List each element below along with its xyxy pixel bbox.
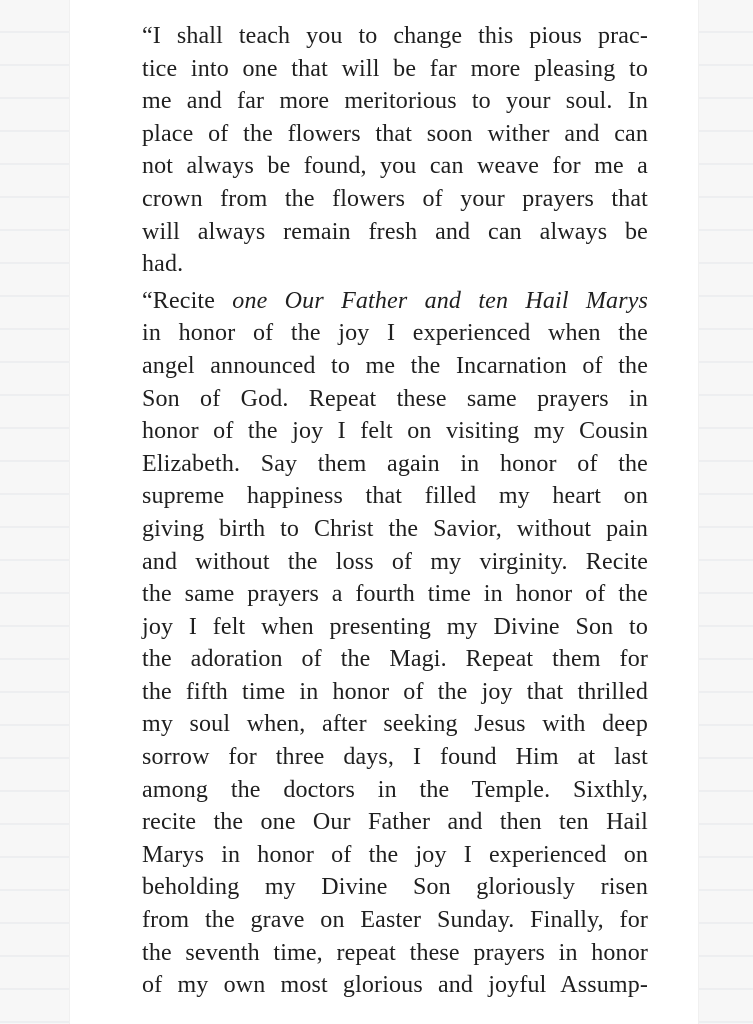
paragraph-2-line-11: joy I felt when presenting my Divine Son to bbox=[142, 613, 648, 640]
paragraph-1 bbox=[116, 20, 648, 281]
paragraph-1-line-5: not always be found, you can weave for me a bbox=[142, 153, 648, 180]
paragraph-2-line-14: my soul when, after seeking Jesus with deep bbox=[142, 711, 648, 738]
document-text bbox=[116, 20, 648, 1002]
paragraph-2-line-17: recite the one Our Father and then ten Hail bbox=[142, 809, 648, 836]
paragraph-1-line-2: tice into one that will be far more pleasing to bbox=[142, 55, 648, 82]
paragraph-2-line-9: and without the loss of my virginity. Recite bbox=[142, 548, 648, 575]
paragraph-2-line-2: in honor of the joy I experienced when the bbox=[142, 320, 648, 347]
paragraph-1-line-4: place of the flowers that soon wither and can bbox=[142, 120, 648, 147]
paragraph-1-line-6: crown from the flowers of your prayers that bbox=[142, 185, 648, 212]
paragraph-2-line-6: Elizabeth. Say them again in honor of the bbox=[142, 450, 648, 477]
paragraph-1-line-3: me and far more meritorious to your soul. In bbox=[142, 88, 648, 115]
paragraph-2-line-5: honor of the joy I felt on visiting my Cousin bbox=[142, 418, 648, 445]
paragraph-1-line-7: will always remain fresh and can always be bbox=[142, 218, 648, 245]
paragraph-2-line-18: Marys in honor of the joy I experienced on bbox=[142, 841, 648, 868]
paragraph-2-line-4: Son of God. Repeat these same prayers in bbox=[142, 385, 648, 412]
document-page bbox=[70, 0, 698, 1024]
paragraph-2-line-22: of my own most glorious and joyful Assump- bbox=[142, 972, 648, 999]
paragraph-2-line-10: the same prayers a fourth time in honor of the bbox=[142, 581, 648, 608]
paragraph-2-line-16: among the doctors in the Temple. Sixthly, bbox=[142, 776, 648, 803]
paragraph-2 bbox=[116, 285, 648, 1002]
paragraph-1-line-1: “I shall teach you to change this pious prac- bbox=[142, 23, 648, 49]
paragraph-2-line-12: the adoration of the Magi. Repeat them for bbox=[142, 646, 648, 673]
paragraph-2-line-13: the fifth time in honor of the joy that thrilled bbox=[142, 678, 648, 705]
paragraph-2-line-19: beholding my Divine Son gloriously risen bbox=[142, 874, 648, 901]
paragraph-2-line-1-italic: one Our Father and ten Hail Marys bbox=[232, 287, 648, 314]
paragraph-2-line-20: from the grave on Easter Sunday. Finally, for bbox=[142, 907, 648, 934]
paragraph-2-line-3: angel announced to me the Incarnation of the bbox=[142, 352, 648, 379]
paragraph-2-line-1-prefix: “Recite bbox=[142, 287, 233, 314]
paragraph-2-line-8: giving birth to Christ the Savior, without pain bbox=[142, 515, 648, 542]
paragraph-2-line-7: supreme happiness that filled my heart on bbox=[142, 483, 648, 510]
paragraph-2-line-21: the seventh time, repeat these prayers in honor bbox=[142, 939, 648, 966]
paragraph-2-line-15: sorrow for three days, I found Him at last bbox=[142, 744, 648, 771]
paragraph-2-line-1 bbox=[116, 285, 648, 318]
paragraph-1-line-8: had. bbox=[142, 251, 184, 278]
